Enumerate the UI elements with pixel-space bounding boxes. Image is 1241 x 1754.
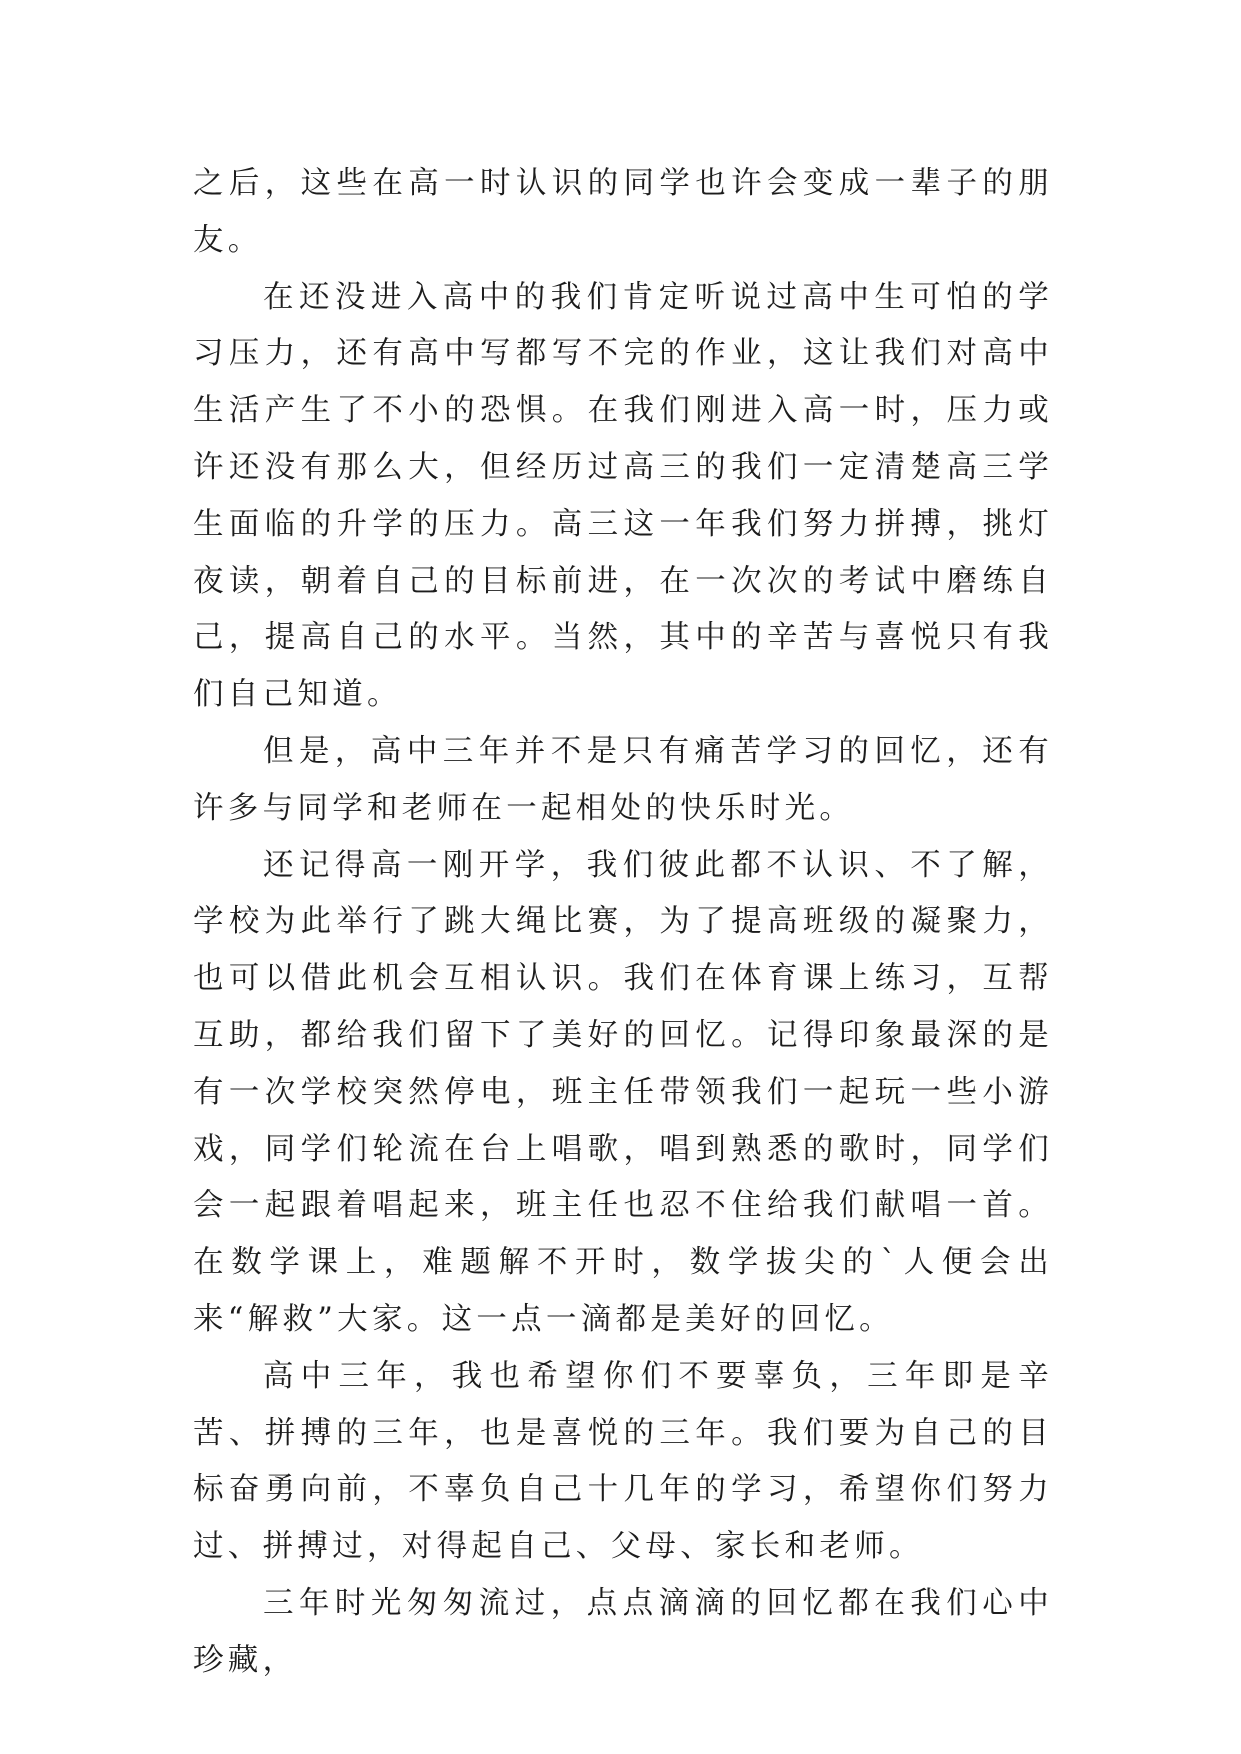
paragraph: 高中三年，我也希望你们不要辜负，三年即是辛苦、拼搏的三年，也是喜悦的三年。我们要为自己的目标奋勇向前，不辜负自己十几年的学习，希望你们努力过、拼搏过，对得起自己、父母、家长和老师。 [193,1358,1053,1565]
document-body [193,156,1053,1690]
paragraph: 在还没进入高中的我们肯定听说过高中生可怕的学习压力，还有高中写都写不完的作业，这让我们对高中生活产生了不小的恐惧。在我们刚进入高一时，压力或许还没有那么大，但经历过高三的我们一定清楚高三学生面临的升学的压力。高三这一年我们努力拼搏，挑灯夜读，朝着自己的目标前进，在一次次的考试中磨练自己，提高自己的水平。当然，其中的辛苦与喜悦只有我们自己知道。 [193,279,1053,713]
paragraph: 但是，高中三年并不是只有痛苦学习的回忆，还有许多与同学和老师在一起相处的快乐时光。 [193,733,1053,826]
paragraph: 之后，这些在高一时认识的同学也许会变成一辈子的朋友。 [193,166,1053,258]
paragraph: 还记得高一刚开学，我们彼此都不认识、不了解，学校为此举行了跳大绳比赛，为了提高班级的凝聚力，也可以借此机会互相认识。我们在体育课上练习，互帮互助，都给我们留下了美好的回忆。记得印象最深的是有一次学校突然停电，班主任带领我们一起玩一些小游戏，同学们轮流在台上唱歌，唱到熟悉的歌时，同学们会一起跟着唱起来，班主任也忍不住给我们献唱一首。在数学课上，难题解不开时，数学拔尖的`人便会出来“解救”大家。这一点一滴都是美好的回忆。 [193,847,1053,1337]
paragraph: 三年时光匆匆流过，点点滴滴的回忆都在我们心中珍藏， [193,1585,1053,1678]
